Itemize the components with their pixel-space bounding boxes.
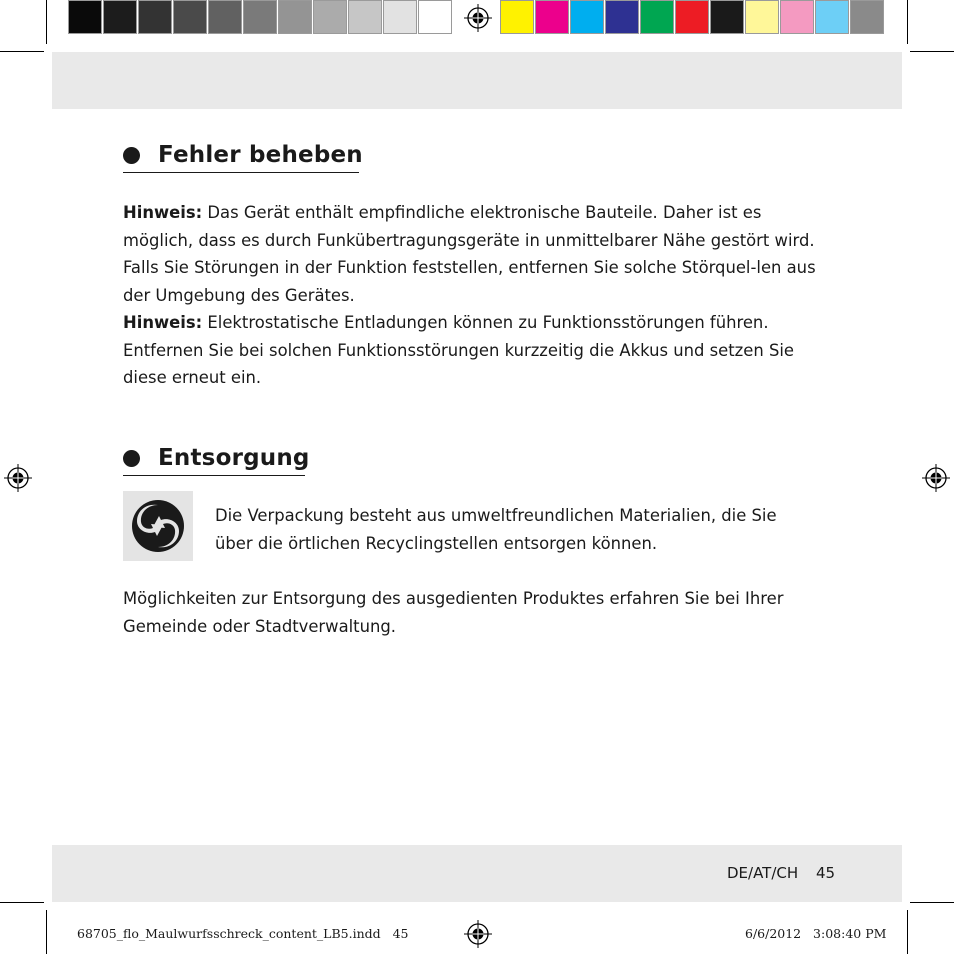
note-text: Das Gerät enthält empfindliche elektronische Bauteile. Daher ist es möglich, dass es durch Funkübertragungsgeräte in unmittelbarer Nähe gestört wird. Falls Sie Störungen in der Funktion feststellen, entfernen Sie solche Störquel-len aus der Umgebung des Gerätes. bbox=[123, 203, 816, 305]
color-swatch bbox=[68, 0, 102, 34]
bullet-icon bbox=[123, 450, 140, 467]
color-swatch bbox=[243, 0, 277, 34]
color-swatch bbox=[605, 0, 639, 34]
section-heading-fehler-beheben bbox=[123, 141, 363, 169]
crop-mark bbox=[0, 51, 44, 52]
registration-mark-icon bbox=[464, 920, 492, 948]
crop-mark bbox=[46, 910, 47, 954]
registration-mark-icon bbox=[464, 4, 492, 32]
color-swatch bbox=[675, 0, 709, 34]
crop-mark bbox=[907, 910, 908, 954]
color-swatch bbox=[138, 0, 172, 34]
process-color-bar bbox=[500, 0, 885, 36]
color-swatch bbox=[278, 0, 312, 34]
color-swatch bbox=[780, 0, 814, 34]
section-heading-entsorgung bbox=[123, 444, 310, 472]
color-swatch bbox=[535, 0, 569, 34]
slug-timestamp: 6/6/2012 3:08:40 PM bbox=[745, 926, 887, 941]
page-number: 45 bbox=[816, 864, 836, 882]
grayscale-color-bar bbox=[68, 0, 453, 36]
green-dot-recycling-logo bbox=[123, 491, 193, 561]
crop-mark bbox=[907, 0, 908, 44]
slug-filename: 68705_flo_Maulwurfsschreck_content_LB5.indd 45 bbox=[77, 926, 409, 941]
color-swatch bbox=[815, 0, 849, 34]
color-swatch bbox=[745, 0, 779, 34]
color-swatch bbox=[418, 0, 452, 34]
heading-underline bbox=[123, 475, 305, 476]
note-paragraph bbox=[123, 309, 823, 392]
header-band bbox=[52, 52, 902, 109]
bullet-icon bbox=[123, 147, 140, 164]
disposal-paragraph: Möglichkeiten zur Entsorgung des ausgedienten Produktes erfahren Sie bei Ihrer Gemeinde oder Stadtverwaltung. bbox=[123, 589, 784, 636]
color-swatch bbox=[208, 0, 242, 34]
color-swatch bbox=[500, 0, 534, 34]
color-swatch bbox=[710, 0, 744, 34]
color-swatch bbox=[850, 0, 884, 34]
color-swatch bbox=[103, 0, 137, 34]
color-swatch bbox=[570, 0, 604, 34]
registration-mark-icon bbox=[4, 464, 32, 492]
note-label: Hinweis: bbox=[123, 203, 203, 222]
note-text: Elektrostatische Entladungen können zu Funktionsstörungen führen. Entfernen Sie bei solchen Funktionsstörungen kurzzeitig die Akkus und setzen Sie diese erneut ein. bbox=[123, 313, 794, 387]
color-swatch bbox=[313, 0, 347, 34]
color-swatch bbox=[173, 0, 207, 34]
section-title: Fehler beheben bbox=[158, 142, 363, 168]
note-label: Hinweis: bbox=[123, 313, 203, 332]
color-swatch bbox=[348, 0, 382, 34]
recycling-icon bbox=[129, 497, 187, 555]
crop-mark bbox=[0, 902, 44, 903]
packaging-paragraph: Die Verpackung besteht aus umweltfreundlichen Materialien, die Sie über die örtlichen Recyclingstellen entsorgen können. bbox=[215, 506, 777, 553]
color-swatch bbox=[640, 0, 674, 34]
crop-mark bbox=[46, 0, 47, 44]
footer-region: DE/AT/CH bbox=[727, 864, 799, 882]
heading-underline bbox=[123, 172, 359, 173]
crop-mark bbox=[910, 902, 954, 903]
crop-mark bbox=[910, 51, 954, 52]
registration-mark-icon bbox=[922, 464, 950, 492]
section-title: Entsorgung bbox=[158, 445, 310, 471]
color-swatch bbox=[383, 0, 417, 34]
note-paragraph bbox=[123, 199, 823, 309]
